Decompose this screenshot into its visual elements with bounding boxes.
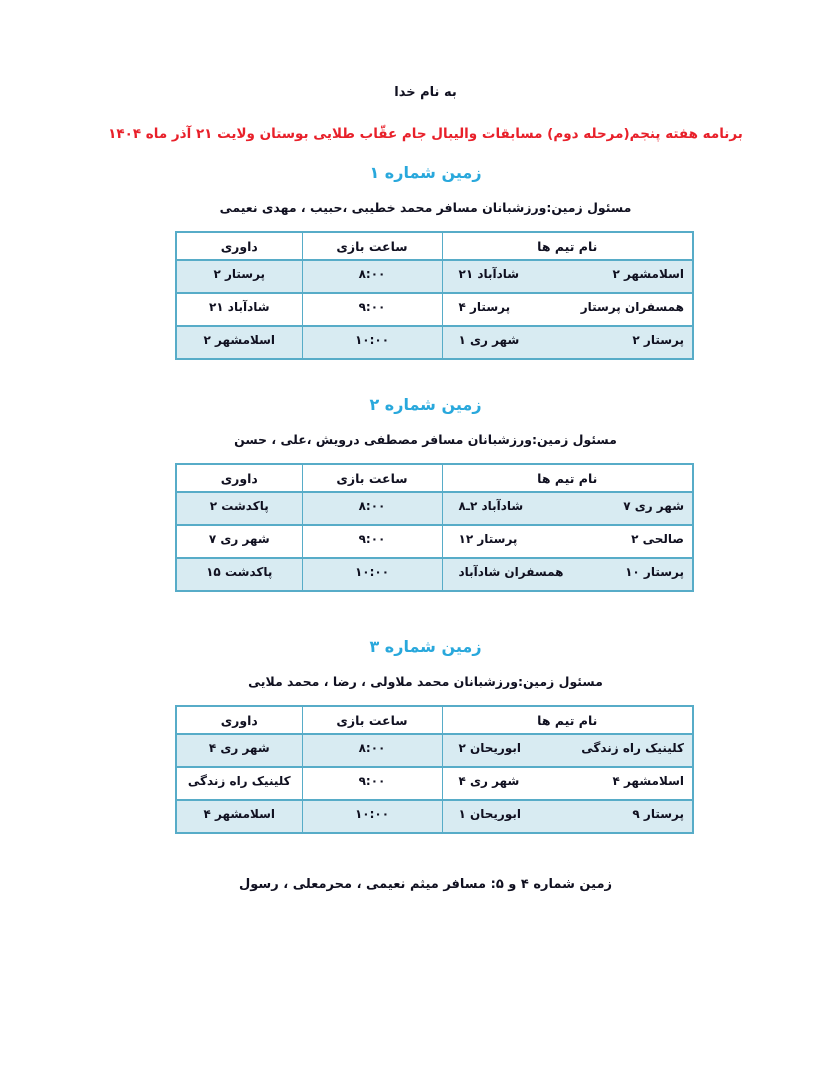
teams-cell — [442, 734, 693, 767]
team-a: پرستار ۹ — [632, 807, 684, 821]
referee-cell: کلینیک راه زندگی — [176, 767, 302, 800]
field-3-heading: زمین شماره ۳ — [369, 637, 482, 656]
time-cell: ۱۰:۰۰ — [302, 326, 442, 359]
referee-column-header: داوری — [176, 232, 302, 260]
team-a: پرستار ۲ — [632, 333, 684, 347]
bismillah-text: به نام خدا — [394, 85, 457, 100]
referee-cell: پاکدشت ۲ — [176, 492, 302, 525]
match-row — [176, 293, 693, 326]
table-header-row — [176, 706, 693, 734]
time-cell: ۹:۰۰ — [302, 293, 442, 326]
time-cell: ۸:۰۰ — [302, 260, 442, 293]
field-2-heading: زمین شماره ۲ — [369, 395, 482, 414]
team-a: صالحی ۲ — [631, 532, 684, 546]
team-b: شادآباد ۲ـ۸ — [458, 499, 524, 513]
team-b: شهر ری ۱ — [458, 333, 520, 347]
field-section-1 — [0, 162, 833, 360]
document-title: برنامه هفته پنجم(مرحله دوم) مسابقات والیبال جام عقّاب طلایی بوستان ولایت ۲۱ آذر ماه ۱۴۰۴ — [108, 126, 743, 142]
teams-cell — [442, 767, 693, 800]
field-section-3 — [0, 636, 833, 834]
teams-cell — [442, 525, 693, 558]
match-row — [176, 326, 693, 359]
teams-cell — [442, 558, 693, 591]
time-cell: ۹:۰۰ — [302, 767, 442, 800]
time-column-header: ساعت بازی — [302, 232, 442, 260]
team-b: ابوریحان ۱ — [458, 807, 521, 821]
fields-4-5-note: زمین شماره ۴ و ۵: مسافر میثم نعیمی ، محرمعلی ، رسول — [239, 877, 612, 892]
match-row — [176, 525, 693, 558]
table-header-row — [176, 464, 693, 492]
teams-column-header: نام تیم ها — [442, 706, 693, 734]
team-a: پرستار ۱۰ — [625, 565, 684, 579]
match-row — [176, 767, 693, 800]
field-3-supervisor: مسئول زمین:ورزشبانان محمد ملاولی ، رضا ، محمد ملایی — [248, 674, 603, 689]
field-2-schedule-table — [175, 463, 694, 592]
team-b: پرستار ۴ — [458, 300, 511, 314]
team-a: شهر ری ۷ — [623, 499, 684, 513]
teams-column-header: نام تیم ها — [442, 464, 693, 492]
team-b: شهر ری ۴ — [458, 774, 520, 788]
match-row — [176, 734, 693, 767]
referee-cell: اسلامشهر ۴ — [176, 800, 302, 833]
field-section-2 — [0, 394, 833, 592]
referee-cell: پاکدشت ۱۵ — [176, 558, 302, 591]
team-a: اسلامشهر ۲ — [612, 267, 684, 281]
match-row — [176, 492, 693, 525]
referee-cell: اسلامشهر ۲ — [176, 326, 302, 359]
team-a: همسفران پرستار — [580, 300, 684, 314]
teams-cell — [442, 326, 693, 359]
teams-cell — [442, 492, 693, 525]
field-1-schedule-table — [175, 231, 694, 360]
teams-cell — [442, 260, 693, 293]
referee-column-header: داوری — [176, 464, 302, 492]
teams-cell — [442, 293, 693, 326]
time-cell: ۹:۰۰ — [302, 525, 442, 558]
match-row — [176, 800, 693, 833]
field-3-schedule-table — [175, 705, 694, 834]
time-column-header: ساعت بازی — [302, 706, 442, 734]
match-row — [176, 260, 693, 293]
team-b: همسفران شادآباد — [458, 565, 564, 579]
table-header-row — [176, 232, 693, 260]
referee-column-header: داوری — [176, 706, 302, 734]
field-1-heading: زمین شماره ۱ — [369, 163, 482, 182]
team-b: پرستار ۱۲ — [458, 532, 518, 546]
time-cell: ۱۰:۰۰ — [302, 558, 442, 591]
match-row — [176, 558, 693, 591]
time-cell: ۸:۰۰ — [302, 492, 442, 525]
time-column-header: ساعت بازی — [302, 464, 442, 492]
teams-cell — [442, 800, 693, 833]
referee-cell: شادآباد ۲۱ — [176, 293, 302, 326]
time-cell: ۸:۰۰ — [302, 734, 442, 767]
team-b: شادآباد ۲۱ — [458, 267, 520, 281]
field-2-supervisor: مسئول زمین:ورزشبانان مسافر مصطفی درویش ،علی ، حسن — [234, 432, 617, 447]
referee-cell: شهر ری ۴ — [176, 734, 302, 767]
field-1-supervisor: مسئول زمین:ورزشبانان مسافر محمد خطیبی ،حبیب ، مهدی نعیمی — [219, 200, 632, 215]
time-cell: ۱۰:۰۰ — [302, 800, 442, 833]
referee-cell: شهر ری ۷ — [176, 525, 302, 558]
teams-column-header: نام تیم ها — [442, 232, 693, 260]
team-b: ابوریحان ۲ — [458, 741, 521, 755]
team-a: اسلامشهر ۴ — [612, 774, 684, 788]
referee-cell: پرستار ۲ — [176, 260, 302, 293]
team-a: کلینیک راه زندگی — [581, 741, 684, 755]
